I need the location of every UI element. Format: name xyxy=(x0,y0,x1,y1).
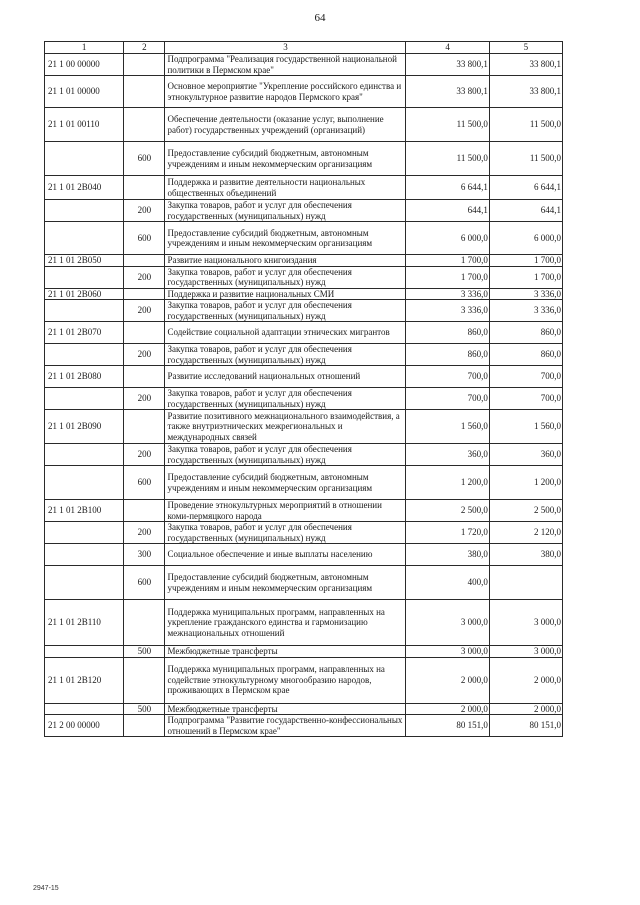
cell-amount-col4: 11 500,0 xyxy=(406,142,489,176)
cell-expense-type: 600 xyxy=(124,222,165,255)
cell-amount-col5: 644,1 xyxy=(489,200,562,222)
cell-item-name: Развитие национального книгоиздания xyxy=(165,255,406,267)
cell-item-name: Закупка товаров, работ и услуг для обеспечения государственных (муниципальных) нужд xyxy=(165,300,406,322)
cell-classification-code xyxy=(45,344,124,366)
cell-expense-type: 200 xyxy=(124,200,165,222)
cell-item-name: Закупка товаров, работ и услуг для обеспечения государственных (муниципальных) нужд xyxy=(165,444,406,466)
cell-classification-code xyxy=(45,444,124,466)
cell-amount-col5: 2 000,0 xyxy=(489,703,562,715)
column-header-2: 2 xyxy=(124,42,165,54)
table-row xyxy=(45,522,563,544)
cell-expense-type: 200 xyxy=(124,300,165,322)
cell-expense-type xyxy=(124,54,165,76)
cell-amount-col5: 6 644,1 xyxy=(489,176,562,200)
cell-item-name: Поддержка муниципальных программ, направленных на содействие этнокультурному многообразию народов, проживающих в Пермском крае xyxy=(165,657,406,703)
table-row xyxy=(45,703,563,715)
table-row xyxy=(45,366,563,388)
cell-amount-col4: 860,0 xyxy=(406,344,489,366)
cell-item-name: Подпрограмма "Развитие государственно-конфессиональных отношений в Пермском крае" xyxy=(165,715,406,737)
cell-amount-col5: 11 500,0 xyxy=(489,108,562,142)
cell-classification-code xyxy=(45,266,124,288)
cell-expense-type: 200 xyxy=(124,522,165,544)
cell-expense-type xyxy=(124,366,165,388)
cell-expense-type xyxy=(124,322,165,344)
cell-item-name: Содействие социальной адаптации этнических мигрантов xyxy=(165,322,406,344)
cell-amount-col5: 380,0 xyxy=(489,544,562,566)
cell-expense-type xyxy=(124,410,165,444)
cell-classification-code xyxy=(45,522,124,544)
cell-expense-type: 600 xyxy=(124,466,165,500)
table-row xyxy=(45,646,563,658)
cell-classification-code xyxy=(45,566,124,600)
column-header-3: 3 xyxy=(165,42,406,54)
cell-classification-code: 21 1 01 2В100 xyxy=(45,500,124,522)
cell-expense-type: 300 xyxy=(124,544,165,566)
cell-item-name: Закупка товаров, работ и услуг для обеспечения государственных (муниципальных) нужд xyxy=(165,344,406,366)
cell-amount-col4: 1 700,0 xyxy=(406,255,489,267)
cell-amount-col4: 11 500,0 xyxy=(406,108,489,142)
cell-expense-type: 500 xyxy=(124,703,165,715)
cell-classification-code xyxy=(45,142,124,176)
cell-item-name: Развитие позитивного межнационального взаимодействия, а также внутриэтнических межрегиональных и международных связей xyxy=(165,410,406,444)
cell-classification-code xyxy=(45,200,124,222)
cell-amount-col4: 6 644,1 xyxy=(406,176,489,200)
cell-item-name: Поддержка муниципальных программ, направленных на укрепление гражданского единства и гармонизацию межнациональных отношений xyxy=(165,600,406,646)
cell-expense-type: 500 xyxy=(124,646,165,658)
cell-item-name: Проведение этнокультурных мероприятий в отношении коми-пермяцкого народа xyxy=(165,500,406,522)
cell-expense-type: 200 xyxy=(124,266,165,288)
cell-classification-code: 21 1 01 2В090 xyxy=(45,410,124,444)
cell-classification-code xyxy=(45,388,124,410)
cell-amount-col5 xyxy=(489,566,562,600)
cell-amount-col4: 33 800,1 xyxy=(406,76,489,108)
footer-code: 2947-15 xyxy=(33,885,59,892)
cell-amount-col5: 700,0 xyxy=(489,388,562,410)
cell-item-name: Закупка товаров, работ и услуг для обеспечения государственных (муниципальных) нужд xyxy=(165,388,406,410)
cell-amount-col5: 1 700,0 xyxy=(489,255,562,267)
cell-classification-code: 21 1 01 2В040 xyxy=(45,176,124,200)
table-row xyxy=(45,222,563,255)
cell-amount-col4: 700,0 xyxy=(406,388,489,410)
cell-amount-col4: 6 000,0 xyxy=(406,222,489,255)
cell-item-name: Развитие исследований национальных отношений xyxy=(165,366,406,388)
cell-item-name: Поддержка и развитие деятельности национальных общественных объединений xyxy=(165,176,406,200)
table-row xyxy=(45,142,563,176)
cell-amount-col5: 1 700,0 xyxy=(489,266,562,288)
cell-expense-type: 200 xyxy=(124,388,165,410)
cell-amount-col5: 33 800,1 xyxy=(489,54,562,76)
table-row xyxy=(45,600,563,646)
cell-expense-type xyxy=(124,288,165,300)
cell-item-name: Закупка товаров, работ и услуг для обеспечения государственных (муниципальных) нужд xyxy=(165,266,406,288)
table-row xyxy=(45,466,563,500)
cell-amount-col4: 3 000,0 xyxy=(406,646,489,658)
cell-amount-col4: 360,0 xyxy=(406,444,489,466)
cell-item-name: Обеспечение деятельности (оказание услуг, выполнение работ) государственных учреждений (организаций) xyxy=(165,108,406,142)
column-header-5: 5 xyxy=(489,42,562,54)
cell-amount-col5: 3 000,0 xyxy=(489,600,562,646)
cell-expense-type xyxy=(124,715,165,737)
cell-expense-type xyxy=(124,600,165,646)
cell-amount-col4: 1 700,0 xyxy=(406,266,489,288)
table-row xyxy=(45,76,563,108)
cell-expense-type xyxy=(124,176,165,200)
table-row xyxy=(45,108,563,142)
cell-expense-type xyxy=(124,657,165,703)
cell-classification-code xyxy=(45,703,124,715)
cell-item-name: Социальное обеспечение и иные выплаты населению xyxy=(165,544,406,566)
cell-item-name: Предоставление субсидий бюджетным, автономным учреждениям и иным некоммерческим организациям xyxy=(165,466,406,500)
table-row xyxy=(45,54,563,76)
cell-classification-code: 21 1 01 2В070 xyxy=(45,322,124,344)
table-row xyxy=(45,200,563,222)
cell-amount-col4: 3 336,0 xyxy=(406,288,489,300)
cell-classification-code: 21 1 01 00000 xyxy=(45,76,124,108)
cell-amount-col4: 1 560,0 xyxy=(406,410,489,444)
cell-classification-code: 21 1 01 2В120 xyxy=(45,657,124,703)
cell-classification-code: 21 1 01 00110 xyxy=(45,108,124,142)
cell-amount-col4: 1 200,0 xyxy=(406,466,489,500)
cell-amount-col4: 644,1 xyxy=(406,200,489,222)
cell-amount-col5: 6 000,0 xyxy=(489,222,562,255)
cell-amount-col5: 2 000,0 xyxy=(489,657,562,703)
table-row xyxy=(45,657,563,703)
page-number: 64 xyxy=(314,12,326,24)
cell-item-name: Закупка товаров, работ и услуг для обеспечения государственных (муниципальных) нужд xyxy=(165,200,406,222)
cell-amount-col5: 80 151,0 xyxy=(489,715,562,737)
cell-expense-type: 600 xyxy=(124,142,165,176)
cell-item-name: Подпрограмма "Реализация государственной национальной политики в Пермском крае" xyxy=(165,54,406,76)
table-row xyxy=(45,566,563,600)
table-row xyxy=(45,255,563,267)
cell-amount-col4: 700,0 xyxy=(406,366,489,388)
table-header-row xyxy=(45,42,563,54)
cell-item-name: Поддержка и развитие национальных СМИ xyxy=(165,288,406,300)
cell-amount-col5: 3 000,0 xyxy=(489,646,562,658)
cell-expense-type: 200 xyxy=(124,344,165,366)
cell-amount-col4: 2 000,0 xyxy=(406,703,489,715)
cell-amount-col5: 1 200,0 xyxy=(489,466,562,500)
cell-amount-col5: 860,0 xyxy=(489,322,562,344)
cell-classification-code: 21 1 01 2В080 xyxy=(45,366,124,388)
column-header-4: 4 xyxy=(406,42,489,54)
cell-amount-col4: 380,0 xyxy=(406,544,489,566)
cell-amount-col5: 700,0 xyxy=(489,366,562,388)
cell-item-name: Предоставление субсидий бюджетным, автономным учреждениям и иным некоммерческим организациям xyxy=(165,566,406,600)
cell-expense-type xyxy=(124,500,165,522)
cell-classification-code xyxy=(45,300,124,322)
cell-item-name: Предоставление субсидий бюджетным, автономным учреждениям и иным некоммерческим организациям xyxy=(165,222,406,255)
cell-amount-col4: 80 151,0 xyxy=(406,715,489,737)
cell-amount-col4: 3 336,0 xyxy=(406,300,489,322)
cell-amount-col4: 2 500,0 xyxy=(406,500,489,522)
table-row xyxy=(45,544,563,566)
cell-item-name: Межбюджетные трансферты xyxy=(165,703,406,715)
table-row xyxy=(45,344,563,366)
cell-amount-col5: 2 500,0 xyxy=(489,500,562,522)
table-row xyxy=(45,176,563,200)
cell-amount-col5: 360,0 xyxy=(489,444,562,466)
cell-classification-code xyxy=(45,544,124,566)
cell-item-name: Основное мероприятие "Укрепление российского единства и этнокультурное развитие народов Пермского края" xyxy=(165,76,406,108)
cell-amount-col5: 3 336,0 xyxy=(489,300,562,322)
cell-item-name: Предоставление субсидий бюджетным, автономным учреждениям и иным некоммерческим организациям xyxy=(165,142,406,176)
cell-amount-col4: 2 000,0 xyxy=(406,657,489,703)
table-row xyxy=(45,500,563,522)
table-row xyxy=(45,388,563,410)
cell-amount-col4: 1 720,0 xyxy=(406,522,489,544)
table-row xyxy=(45,322,563,344)
cell-amount-col4: 3 000,0 xyxy=(406,600,489,646)
cell-amount-col5: 33 800,1 xyxy=(489,76,562,108)
cell-expense-type: 600 xyxy=(124,566,165,600)
cell-expense-type xyxy=(124,76,165,108)
cell-item-name: Закупка товаров, работ и услуг для обеспечения государственных (муниципальных) нужд xyxy=(165,522,406,544)
cell-classification-code xyxy=(45,466,124,500)
cell-item-name: Межбюджетные трансферты xyxy=(165,646,406,658)
table-row xyxy=(45,288,563,300)
cell-amount-col4: 33 800,1 xyxy=(406,54,489,76)
table-row xyxy=(45,715,563,737)
column-header-1: 1 xyxy=(45,42,124,54)
cell-amount-col5: 2 120,0 xyxy=(489,522,562,544)
budget-table xyxy=(44,41,563,737)
cell-amount-col5: 11 500,0 xyxy=(489,142,562,176)
cell-classification-code xyxy=(45,646,124,658)
table-body xyxy=(45,54,563,737)
cell-expense-type xyxy=(124,108,165,142)
table-row xyxy=(45,444,563,466)
cell-amount-col5: 1 560,0 xyxy=(489,410,562,444)
cell-classification-code xyxy=(45,222,124,255)
cell-classification-code: 21 1 01 2В050 xyxy=(45,255,124,267)
cell-amount-col4: 400,0 xyxy=(406,566,489,600)
cell-expense-type: 200 xyxy=(124,444,165,466)
cell-classification-code: 21 1 01 2В110 xyxy=(45,600,124,646)
cell-amount-col5: 860,0 xyxy=(489,344,562,366)
cell-classification-code: 21 2 00 00000 xyxy=(45,715,124,737)
table-row xyxy=(45,266,563,288)
cell-amount-col4: 860,0 xyxy=(406,322,489,344)
cell-classification-code: 21 1 00 00000 xyxy=(45,54,124,76)
table-row xyxy=(45,300,563,322)
cell-classification-code: 21 1 01 2В060 xyxy=(45,288,124,300)
cell-amount-col5: 3 336,0 xyxy=(489,288,562,300)
cell-expense-type xyxy=(124,255,165,267)
table-row xyxy=(45,410,563,444)
